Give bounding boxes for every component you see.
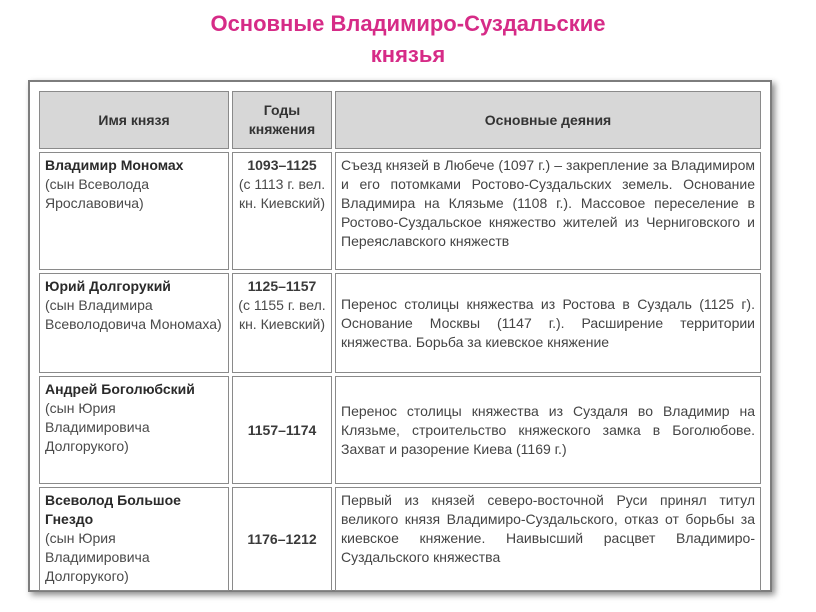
table-row [39, 376, 761, 484]
page-title [0, 8, 816, 70]
header-deeds: Основные деяния [335, 91, 761, 149]
prince-name: Всеволод Большое Гнездо [45, 492, 181, 527]
years-cell [232, 487, 332, 591]
reign-years: 1125–1157 [247, 278, 317, 294]
prince-parent: (сын Юрия Владимировича Долгорукого) [45, 530, 150, 584]
name-cell [39, 487, 229, 591]
table-row [39, 487, 761, 591]
reign-years: 1176–1212 [247, 530, 317, 547]
years-cell [232, 376, 332, 484]
page-title-line-2: князья [370, 42, 446, 67]
prince-parent: (сын Всеволода Ярославовича) [45, 176, 149, 211]
table-row [39, 273, 761, 373]
page-title-line-1: Основные Владимиро-Суздальские [210, 11, 606, 36]
table-header-row [39, 91, 761, 149]
prince-name: Владимир Мономах [45, 157, 184, 173]
reign-years: 1157–1174 [247, 421, 317, 438]
reign-note: (с 1113 г. вел. кн. Киевский) [238, 176, 326, 211]
deeds-cell: Перенос столицы княжества из Ростова в Суздаль (1125 г). Основание Москвы (1147 г.). Расширение территории княжества. Борьба за киевское княжение [335, 273, 761, 373]
deeds-cell: Перенос столицы княжества из Суздаля во Владимир на Клязьме, строительство княжеского замка в Боголюбове. Захват и разорение Киева (1169 г.) [335, 376, 761, 484]
prince-name: Андрей Боголюбский [45, 381, 195, 397]
princes-table-frame [28, 80, 772, 592]
deeds-cell: Первый из князей северо-восточной Руси принял титул великого князя Владимиро-Суздальского, отказ от борьбы за киевское княжение. Наивысший расцвет Владимиро-Суздальского княжества [335, 487, 761, 591]
reign-note: (с 1155 г. вел. кн. Киевский) [238, 297, 326, 332]
prince-parent: (сын Юрия Владимировича Долгорукого) [45, 400, 150, 454]
header-years: Годы княжения [232, 91, 332, 149]
name-cell [39, 376, 229, 484]
deeds-cell: Съезд князей в Любече (1097 г.) – закрепление за Владимиром и его потомками Ростово-Суздальских земель. Основание Владимира на Клязьме (1108 г.). Массовое переселение в Ростово-Суздальское княжество жителей из Черниговского и Переяславского княжеств [335, 152, 761, 270]
header-name: Имя князя [39, 91, 229, 149]
years-cell [232, 273, 332, 373]
prince-parent: (сын Владимира Всеволодовича Мономаха) [45, 297, 222, 332]
table-row [39, 152, 761, 270]
name-cell [39, 273, 229, 373]
princes-table [36, 88, 764, 594]
years-cell [232, 152, 332, 270]
prince-name: Юрий Долгорукий [45, 278, 171, 294]
name-cell [39, 152, 229, 270]
reign-years: 1093–1125 [247, 157, 317, 173]
